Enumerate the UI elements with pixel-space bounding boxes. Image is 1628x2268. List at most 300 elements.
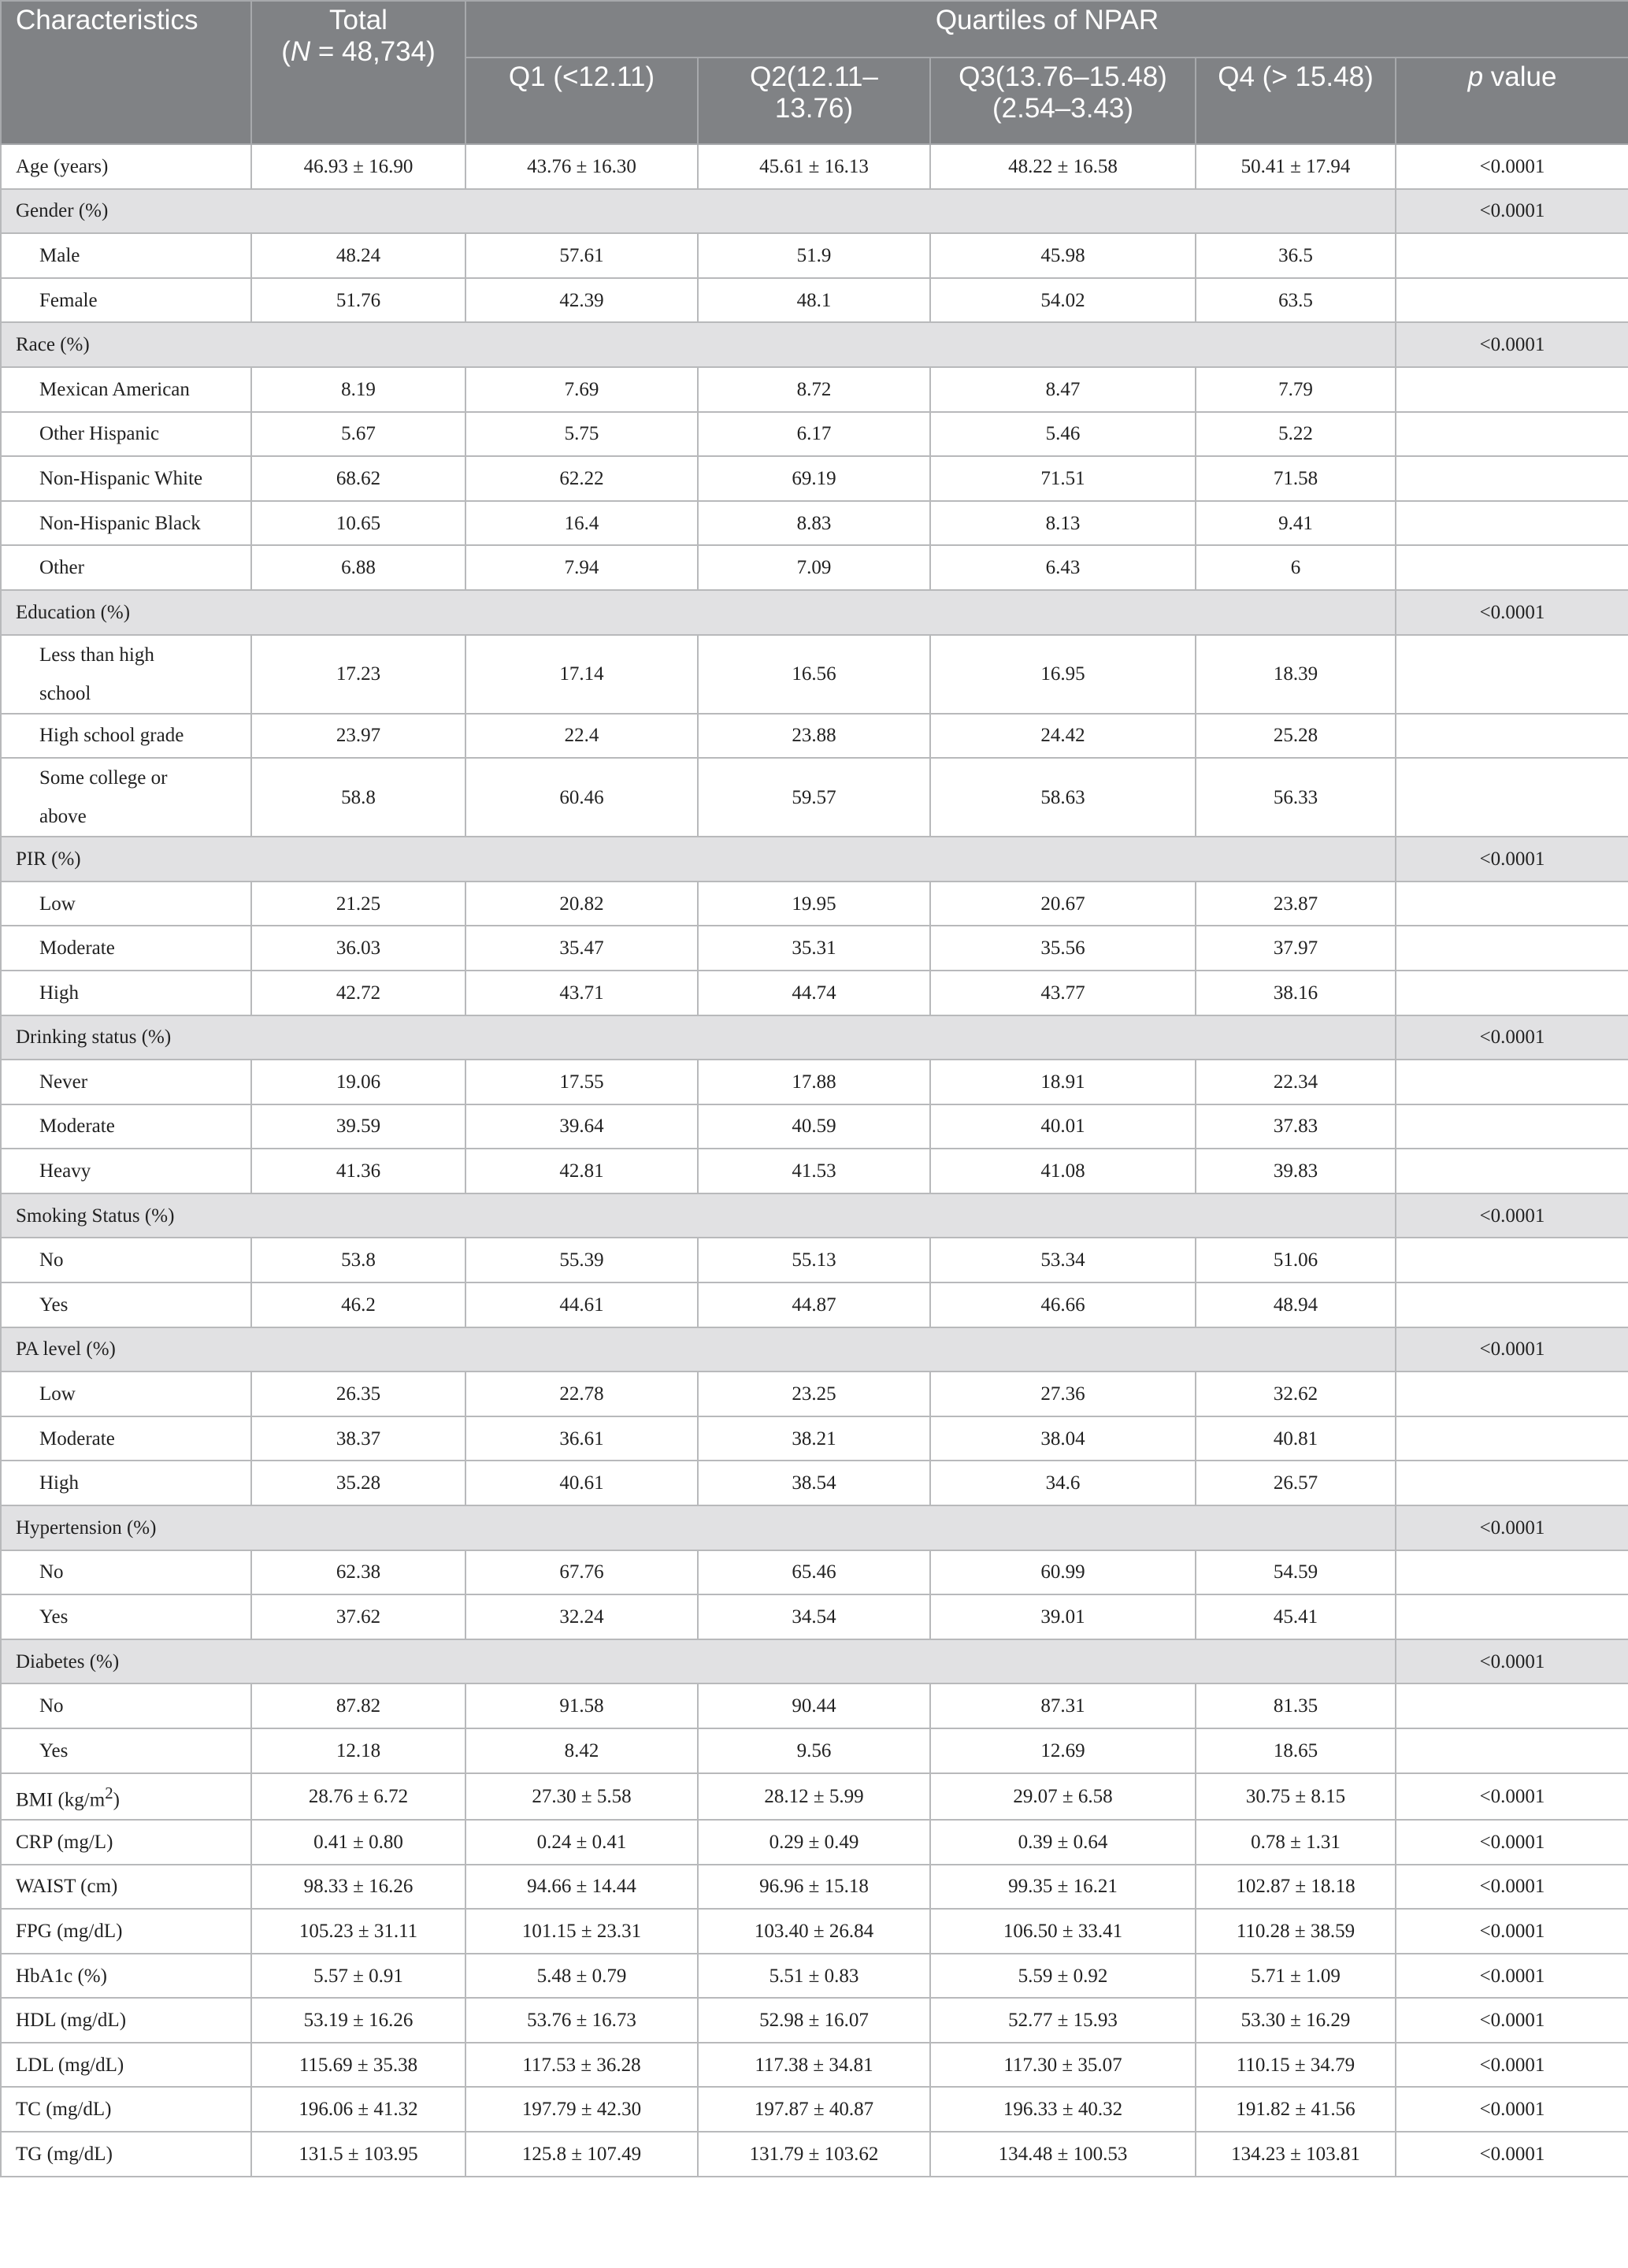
table-row <box>1 1372 1628 1416</box>
table-row <box>1 545 1628 590</box>
cell-q2: 51.9 <box>698 233 930 278</box>
group-label: PIR (%) <box>1 837 1396 882</box>
cell-q1: 67.76 <box>465 1550 698 1595</box>
cell-p-value: <0.0001 <box>1396 1639 1628 1684</box>
table-header <box>1 1 1628 144</box>
group-row <box>1 1505 1628 1550</box>
cell-q4: 9.41 <box>1196 501 1396 546</box>
cell-p-value <box>1396 412 1628 457</box>
cell-q4: 50.41 ± 17.94 <box>1196 144 1396 189</box>
cell-q2: 9.56 <box>698 1728 930 1773</box>
table-row <box>1 1954 1628 1999</box>
cell-total: 26.35 <box>251 1372 465 1416</box>
cell-p-value: <0.0001 <box>1396 1505 1628 1550</box>
cell-q1: 8.42 <box>465 1728 698 1773</box>
table-row <box>1 926 1628 971</box>
cell-q4: 18.65 <box>1196 1728 1396 1773</box>
cell-q3: 45.98 <box>930 233 1196 278</box>
cell-total: 58.8 <box>251 758 465 837</box>
cell-q3: 87.31 <box>930 1683 1196 1728</box>
cell-total: 10.65 <box>251 501 465 546</box>
group-label: Education (%) <box>1 590 1396 635</box>
group-label: Race (%) <box>1 322 1396 367</box>
cell-q2: 41.53 <box>698 1149 930 1193</box>
cell-q2: 23.88 <box>698 714 930 759</box>
cell-q1: 43.76 ± 16.30 <box>465 144 698 189</box>
group-label: PA level (%) <box>1 1327 1396 1372</box>
cell-total: 42.72 <box>251 971 465 1015</box>
cell-q1: 42.81 <box>465 1149 698 1193</box>
header-q2: Q2(12.11– 13.76) <box>698 58 930 144</box>
cell-q4: 48.94 <box>1196 1282 1396 1327</box>
table-row <box>1 456 1628 501</box>
cell-q1: 27.30 ± 5.58 <box>465 1773 698 1820</box>
row-label: High school grade <box>1 714 251 759</box>
table-row <box>1 882 1628 926</box>
row-label: Yes <box>1 1594 251 1639</box>
cell-p-value <box>1396 1461 1628 1505</box>
cell-p-value <box>1396 714 1628 759</box>
header-quartiles-title: Quartiles of NPAR <box>465 1 1628 58</box>
cell-q1: 55.39 <box>465 1238 698 1282</box>
cell-q4: 30.75 ± 8.15 <box>1196 1773 1396 1820</box>
row-label: High <box>1 971 251 1015</box>
cell-total: 37.62 <box>251 1594 465 1639</box>
cell-q4: 32.62 <box>1196 1372 1396 1416</box>
cell-total: 115.69 ± 35.38 <box>251 2043 465 2088</box>
cell-q2: 5.51 ± 0.83 <box>698 1954 930 1999</box>
cell-q4: 63.5 <box>1196 278 1396 323</box>
table-body <box>1 144 1628 2177</box>
row-label: TG (mg/dL) <box>1 2132 251 2177</box>
cell-q2: 48.1 <box>698 278 930 323</box>
cell-p-value <box>1396 926 1628 971</box>
table-row <box>1 1060 1628 1104</box>
cell-q4: 7.79 <box>1196 367 1396 412</box>
cell-q2: 90.44 <box>698 1683 930 1728</box>
row-label: Other Hispanic <box>1 412 251 457</box>
cell-q3: 20.67 <box>930 882 1196 926</box>
cell-total: 5.67 <box>251 412 465 457</box>
cell-q1: 22.4 <box>465 714 698 759</box>
cell-p-value: <0.0001 <box>1396 1998 1628 2043</box>
cell-p-value <box>1396 1060 1628 1104</box>
cell-total: 131.5 ± 103.95 <box>251 2132 465 2177</box>
cell-total: 6.88 <box>251 545 465 590</box>
cell-p-value <box>1396 1104 1628 1149</box>
cell-q2: 44.87 <box>698 1282 930 1327</box>
cell-p-value: <0.0001 <box>1396 2043 1628 2088</box>
cell-q1: 7.94 <box>465 545 698 590</box>
cell-q2: 8.83 <box>698 501 930 546</box>
cell-q4: 37.97 <box>1196 926 1396 971</box>
row-label: No <box>1 1683 251 1728</box>
header-total: Total (N = 48,734) <box>251 1 465 144</box>
cell-q2: 0.29 ± 0.49 <box>698 1820 930 1865</box>
cell-total: 0.41 ± 0.80 <box>251 1820 465 1865</box>
cell-q3: 46.66 <box>930 1282 1196 1327</box>
table-row <box>1 144 1628 189</box>
table-row <box>1 635 1628 714</box>
table-row <box>1 1282 1628 1327</box>
cell-q2: 197.87 ± 40.87 <box>698 2087 930 2132</box>
cell-q3: 0.39 ± 0.64 <box>930 1820 1196 1865</box>
cell-total: 38.37 <box>251 1416 465 1461</box>
cell-q1: 117.53 ± 36.28 <box>465 2043 698 2088</box>
row-label: Low <box>1 882 251 926</box>
cell-total: 51.76 <box>251 278 465 323</box>
cell-q4: 5.71 ± 1.09 <box>1196 1954 1396 1999</box>
cell-q4: 37.83 <box>1196 1104 1396 1149</box>
cell-q3: 24.42 <box>930 714 1196 759</box>
row-label: WAIST (cm) <box>1 1865 251 1910</box>
cell-q2: 65.46 <box>698 1550 930 1595</box>
cell-q2: 34.54 <box>698 1594 930 1639</box>
cell-q2: 7.09 <box>698 545 930 590</box>
cell-q1: 57.61 <box>465 233 698 278</box>
cell-total: 41.36 <box>251 1149 465 1193</box>
cell-q3: 48.22 ± 16.58 <box>930 144 1196 189</box>
row-label: Moderate <box>1 926 251 971</box>
cell-total: 48.24 <box>251 233 465 278</box>
cell-q4: 53.30 ± 16.29 <box>1196 1998 1396 2043</box>
row-label: Moderate <box>1 1416 251 1461</box>
cell-q2: 103.40 ± 26.84 <box>698 1909 930 1954</box>
cell-q1: 101.15 ± 23.31 <box>465 1909 698 1954</box>
cell-p-value <box>1396 1238 1628 1282</box>
row-label: Yes <box>1 1728 251 1773</box>
row-label: No <box>1 1550 251 1595</box>
cell-total: 87.82 <box>251 1683 465 1728</box>
group-row <box>1 590 1628 635</box>
cell-q1: 94.66 ± 14.44 <box>465 1865 698 1910</box>
row-label: HDL (mg/dL) <box>1 1998 251 2043</box>
header-q3: Q3(13.76–15.48) (2.54–3.43) <box>930 58 1196 144</box>
cell-q4: 18.39 <box>1196 635 1396 714</box>
cell-q4: 56.33 <box>1196 758 1396 837</box>
cell-q3: 8.47 <box>930 367 1196 412</box>
row-label: Some college or above <box>1 758 251 837</box>
cell-q3: 40.01 <box>930 1104 1196 1149</box>
cell-q2: 131.79 ± 103.62 <box>698 2132 930 2177</box>
table-row <box>1 233 1628 278</box>
cell-q3: 134.48 ± 100.53 <box>930 2132 1196 2177</box>
table-row <box>1 2132 1628 2177</box>
table-row <box>1 1820 1628 1865</box>
cell-q2: 44.74 <box>698 971 930 1015</box>
cell-q3: 16.95 <box>930 635 1196 714</box>
group-row <box>1 1193 1628 1238</box>
cell-total: 21.25 <box>251 882 465 926</box>
cell-q2: 45.61 ± 16.13 <box>698 144 930 189</box>
cell-p-value: <0.0001 <box>1396 1820 1628 1865</box>
row-label: Heavy <box>1 1149 251 1193</box>
cell-total: 46.93 ± 16.90 <box>251 144 465 189</box>
cell-q2: 69.19 <box>698 456 930 501</box>
cell-q2: 19.95 <box>698 882 930 926</box>
cell-p-value: <0.0001 <box>1396 1193 1628 1238</box>
table-row <box>1 1416 1628 1461</box>
cell-q1: 53.76 ± 16.73 <box>465 1998 698 2043</box>
cell-q1: 40.61 <box>465 1461 698 1505</box>
group-label: Gender (%) <box>1 189 1396 234</box>
row-label: Non-Hispanic Black <box>1 501 251 546</box>
cell-p-value: <0.0001 <box>1396 144 1628 189</box>
cell-q4: 36.5 <box>1196 233 1396 278</box>
cell-q4: 134.23 ± 103.81 <box>1196 2132 1396 2177</box>
table-row <box>1 367 1628 412</box>
cell-q3: 8.13 <box>930 501 1196 546</box>
table-row <box>1 1550 1628 1595</box>
cell-total: 39.59 <box>251 1104 465 1149</box>
cell-p-value <box>1396 758 1628 837</box>
cell-q3: 106.50 ± 33.41 <box>930 1909 1196 1954</box>
cell-q4: 38.16 <box>1196 971 1396 1015</box>
cell-q2: 16.56 <box>698 635 930 714</box>
cell-q1: 0.24 ± 0.41 <box>465 1820 698 1865</box>
cell-q3: 52.77 ± 15.93 <box>930 1998 1196 2043</box>
group-label: Hypertension (%) <box>1 1505 1396 1550</box>
row-label: No <box>1 1238 251 1282</box>
row-label: LDL (mg/dL) <box>1 2043 251 2088</box>
row-label: Moderate <box>1 1104 251 1149</box>
cell-q3: 60.99 <box>930 1550 1196 1595</box>
cell-p-value <box>1396 635 1628 714</box>
cell-total: 105.23 ± 31.11 <box>251 1909 465 1954</box>
cell-q4: 25.28 <box>1196 714 1396 759</box>
cell-q3: 39.01 <box>930 1594 1196 1639</box>
cell-q1: 91.58 <box>465 1683 698 1728</box>
cell-q3: 35.56 <box>930 926 1196 971</box>
row-label: BMI $(kg/m^2)$ <box>1 1773 251 1820</box>
cell-total: 19.06 <box>251 1060 465 1104</box>
table-row <box>1 714 1628 759</box>
cell-q1: 125.8 ± 107.49 <box>465 2132 698 2177</box>
header-characteristics: Characteristics <box>1 1 251 144</box>
cell-q1: 62.22 <box>465 456 698 501</box>
cell-p-value <box>1396 1728 1628 1773</box>
table-row <box>1 1461 1628 1505</box>
cell-q3: 38.04 <box>930 1416 1196 1461</box>
cell-p-value <box>1396 1416 1628 1461</box>
cell-q1: 60.46 <box>465 758 698 837</box>
cell-total: 53.19 ± 16.26 <box>251 1998 465 2043</box>
cell-total: 8.19 <box>251 367 465 412</box>
cell-q1: 16.4 <box>465 501 698 546</box>
cell-q4: 110.15 ± 34.79 <box>1196 2043 1396 2088</box>
cell-q2: 96.96 ± 15.18 <box>698 1865 930 1910</box>
cell-q3: 41.08 <box>930 1149 1196 1193</box>
group-row <box>1 322 1628 367</box>
cell-q3: 71.51 <box>930 456 1196 501</box>
row-label: Non-Hispanic White <box>1 456 251 501</box>
cell-p-value <box>1396 278 1628 323</box>
cell-q1: 36.61 <box>465 1416 698 1461</box>
cell-q4: 40.81 <box>1196 1416 1396 1461</box>
group-row <box>1 837 1628 882</box>
cell-total: 17.23 <box>251 635 465 714</box>
cell-q3: 34.6 <box>930 1461 1196 1505</box>
cell-total: 36.03 <box>251 926 465 971</box>
table-row <box>1 2043 1628 2088</box>
table-row <box>1 758 1628 837</box>
cell-q2: 117.38 ± 34.81 <box>698 2043 930 2088</box>
cell-q3: 27.36 <box>930 1372 1196 1416</box>
cell-q3: 196.33 ± 40.32 <box>930 2087 1196 2132</box>
cell-q4: 23.87 <box>1196 882 1396 926</box>
cell-p-value <box>1396 882 1628 926</box>
table-row <box>1 1683 1628 1728</box>
cell-q1: 5.48 ± 0.79 <box>465 1954 698 1999</box>
cell-p-value: <0.0001 <box>1396 189 1628 234</box>
cell-p-value: <0.0001 <box>1396 1015 1628 1060</box>
cell-q2: 40.59 <box>698 1104 930 1149</box>
cell-p-value: <0.0001 <box>1396 2132 1628 2177</box>
table-row <box>1 971 1628 1015</box>
cell-p-value <box>1396 1149 1628 1193</box>
cell-p-value <box>1396 1550 1628 1595</box>
table-row <box>1 1104 1628 1149</box>
cell-p-value: <0.0001 <box>1396 590 1628 635</box>
cell-q1: 44.61 <box>465 1282 698 1327</box>
cell-p-value <box>1396 1683 1628 1728</box>
cell-q1: 22.78 <box>465 1372 698 1416</box>
cell-q2: 28.12 ± 5.99 <box>698 1773 930 1820</box>
row-label: Mexican American <box>1 367 251 412</box>
row-label: Age (years) <box>1 144 251 189</box>
cell-p-value: <0.0001 <box>1396 2087 1628 2132</box>
cell-total: 46.2 <box>251 1282 465 1327</box>
cell-q1: 17.55 <box>465 1060 698 1104</box>
group-row <box>1 189 1628 234</box>
table-row <box>1 1909 1628 1954</box>
cell-p-value <box>1396 1282 1628 1327</box>
cell-p-value <box>1396 1594 1628 1639</box>
table-row <box>1 1728 1628 1773</box>
cell-q2: 6.17 <box>698 412 930 457</box>
cell-q4: 45.41 <box>1196 1594 1396 1639</box>
table-row <box>1 1149 1628 1193</box>
row-label: CRP (mg/L) <box>1 1820 251 1865</box>
cell-q4: 110.28 ± 38.59 <box>1196 1909 1396 1954</box>
cell-total: 28.76 ± 6.72 <box>251 1773 465 1820</box>
cell-q4: 102.87 ± 18.18 <box>1196 1865 1396 1910</box>
cell-q1: 42.39 <box>465 278 698 323</box>
cell-q3: 99.35 ± 16.21 <box>930 1865 1196 1910</box>
group-label: Smoking Status (%) <box>1 1193 1396 1238</box>
row-label: Male <box>1 233 251 278</box>
cell-q1: 5.75 <box>465 412 698 457</box>
cell-q2: 59.57 <box>698 758 930 837</box>
table-row <box>1 501 1628 546</box>
cell-q4: 191.82 ± 41.56 <box>1196 2087 1396 2132</box>
cell-q2: 23.25 <box>698 1372 930 1416</box>
cell-p-value: <0.0001 <box>1396 1773 1628 1820</box>
header-q4: Q4 (> 15.48) <box>1196 58 1396 144</box>
row-label: Yes <box>1 1282 251 1327</box>
cell-p-value <box>1396 545 1628 590</box>
cell-q4: 26.57 <box>1196 1461 1396 1505</box>
cell-q4: 39.83 <box>1196 1149 1396 1193</box>
cell-q1: 43.71 <box>465 971 698 1015</box>
cell-p-value: <0.0001 <box>1396 1327 1628 1372</box>
row-label: Female <box>1 278 251 323</box>
cell-total: 68.62 <box>251 456 465 501</box>
cell-q3: 12.69 <box>930 1728 1196 1773</box>
cell-p-value <box>1396 233 1628 278</box>
cell-q3: 29.07 ± 6.58 <box>930 1773 1196 1820</box>
table-row <box>1 1998 1628 2043</box>
cell-p-value <box>1396 367 1628 412</box>
table-row <box>1 1865 1628 1910</box>
row-label: Less than high school <box>1 635 251 714</box>
cell-q4: 6 <box>1196 545 1396 590</box>
table-row <box>1 278 1628 323</box>
cell-total: 5.57 ± 0.91 <box>251 1954 465 1999</box>
cell-p-value: <0.0001 <box>1396 322 1628 367</box>
cell-q4: 71.58 <box>1196 456 1396 501</box>
cell-q4: 5.22 <box>1196 412 1396 457</box>
cell-p-value <box>1396 971 1628 1015</box>
table-row <box>1 1238 1628 1282</box>
group-label: Drinking status (%) <box>1 1015 1396 1060</box>
cell-q3: 43.77 <box>930 971 1196 1015</box>
table-row <box>1 2087 1628 2132</box>
table-row <box>1 1594 1628 1639</box>
row-label: Never <box>1 1060 251 1104</box>
table-row <box>1 1773 1628 1820</box>
cell-q2: 35.31 <box>698 926 930 971</box>
row-label: Low <box>1 1372 251 1416</box>
cell-q4: 51.06 <box>1196 1238 1396 1282</box>
row-label: High <box>1 1461 251 1505</box>
cell-q3: 5.59 ± 0.92 <box>930 1954 1196 1999</box>
cell-q2: 17.88 <box>698 1060 930 1104</box>
cell-q3: 53.34 <box>930 1238 1196 1282</box>
cell-q4: 54.59 <box>1196 1550 1396 1595</box>
row-label: TC (mg/dL) <box>1 2087 251 2132</box>
cell-q1: 197.79 ± 42.30 <box>465 2087 698 2132</box>
cell-q1: 7.69 <box>465 367 698 412</box>
cell-q1: 35.47 <box>465 926 698 971</box>
header-p-value: p value <box>1396 58 1628 144</box>
header-q1: Q1 (<12.11) <box>465 58 698 144</box>
cell-total: 98.33 ± 16.26 <box>251 1865 465 1910</box>
cell-q3: 6.43 <box>930 545 1196 590</box>
row-label: HbA1c (%) <box>1 1954 251 1999</box>
cell-total: 53.8 <box>251 1238 465 1282</box>
group-row <box>1 1015 1628 1060</box>
cell-q1: 17.14 <box>465 635 698 714</box>
cell-total: 35.28 <box>251 1461 465 1505</box>
cell-q4: 22.34 <box>1196 1060 1396 1104</box>
cell-p-value <box>1396 501 1628 546</box>
cell-q1: 39.64 <box>465 1104 698 1149</box>
cell-q3: 18.91 <box>930 1060 1196 1104</box>
cell-p-value: <0.0001 <box>1396 1865 1628 1910</box>
cell-p-value: <0.0001 <box>1396 1909 1628 1954</box>
cell-total: 62.38 <box>251 1550 465 1595</box>
cell-total: 196.06 ± 41.32 <box>251 2087 465 2132</box>
table-row <box>1 412 1628 457</box>
cell-q4: 0.78 ± 1.31 <box>1196 1820 1396 1865</box>
cell-q3: 117.30 ± 35.07 <box>930 2043 1196 2088</box>
cell-q4: 81.35 <box>1196 1683 1396 1728</box>
group-row <box>1 1327 1628 1372</box>
cell-q1: 20.82 <box>465 882 698 926</box>
cell-q2: 55.13 <box>698 1238 930 1282</box>
cell-q3: 54.02 <box>930 278 1196 323</box>
